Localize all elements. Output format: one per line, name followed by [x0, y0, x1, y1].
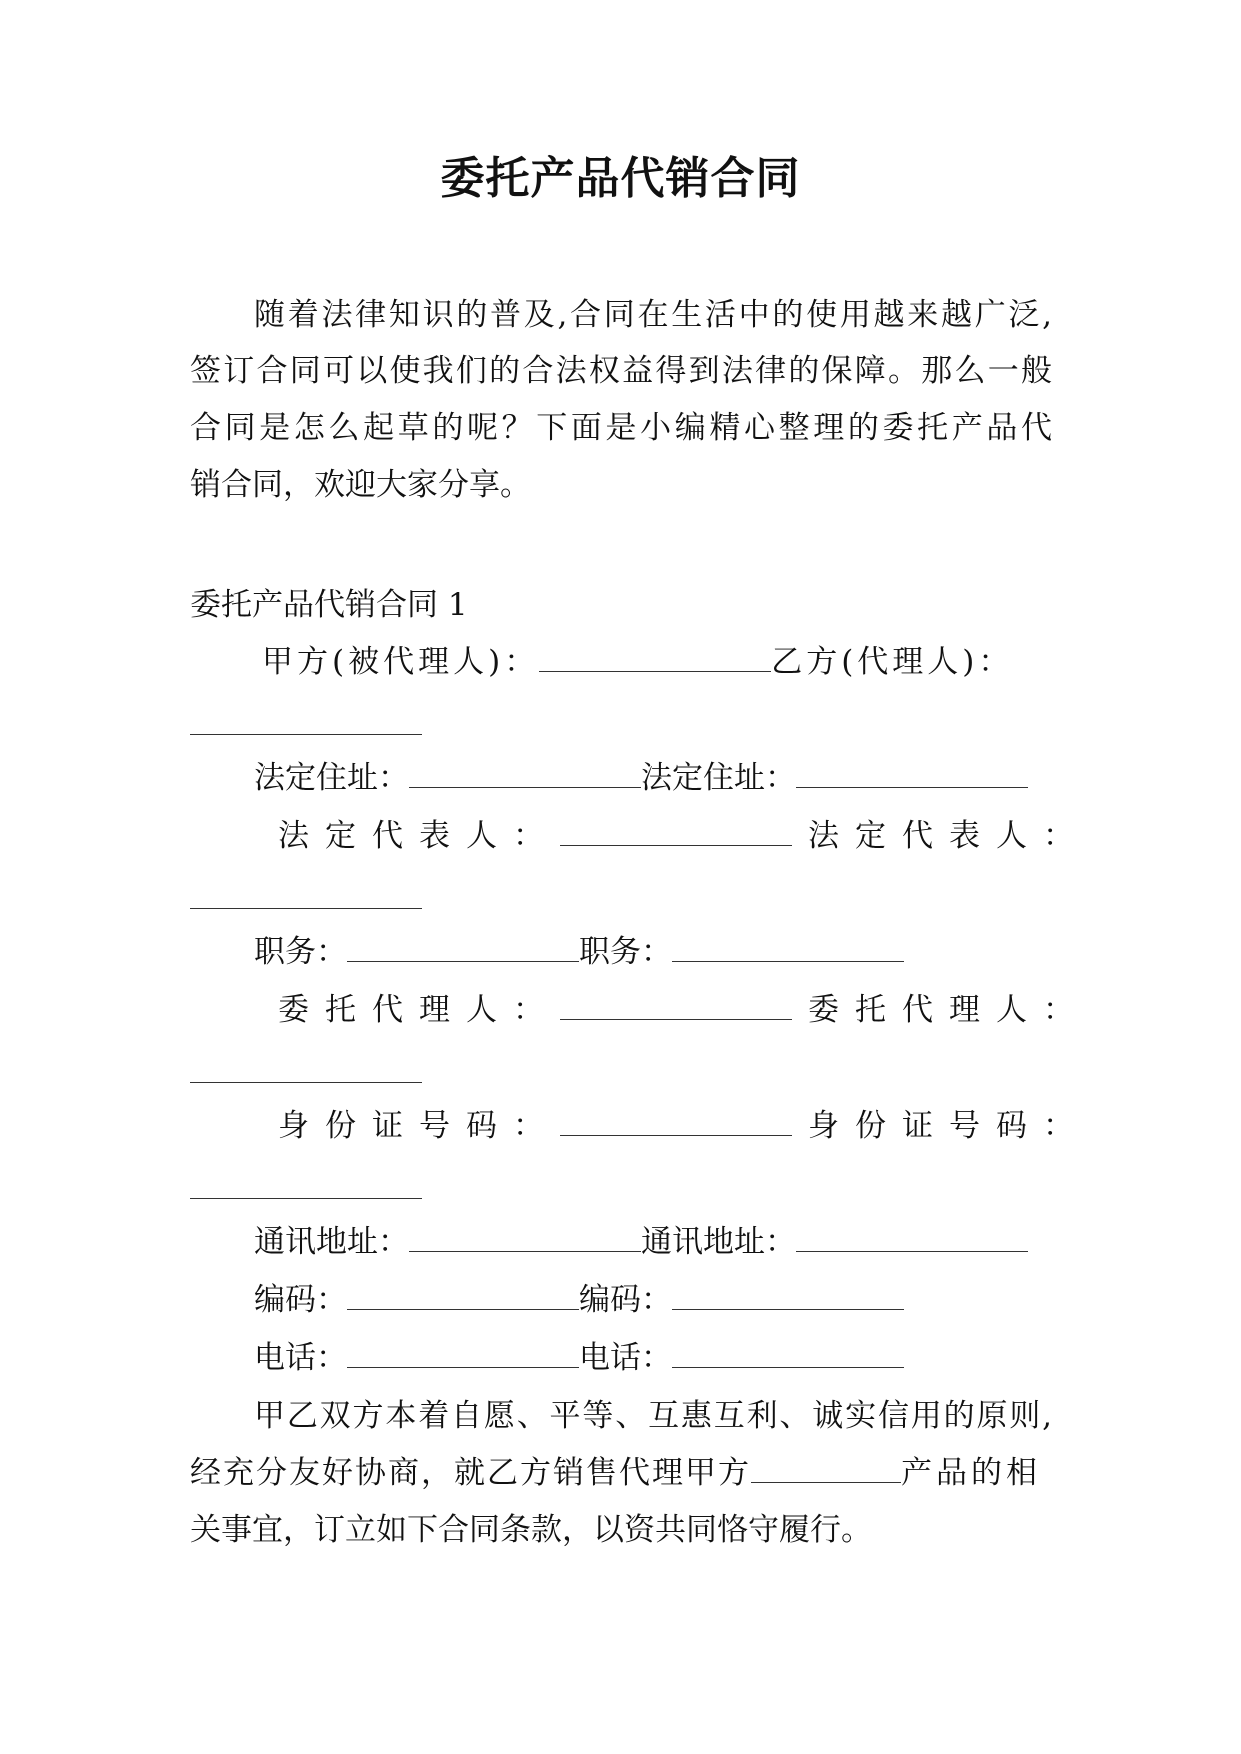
- party-b-address-label: 法定住址：: [641, 760, 796, 796]
- party-a-position-blank: [347, 937, 579, 962]
- party-b-agent-blank: [190, 1081, 422, 1083]
- party-a-postcode-label: 编码：: [254, 1282, 347, 1318]
- party-b-blank: [190, 733, 422, 735]
- mail-address-row: [254, 1222, 1028, 1262]
- agent-row: [278, 990, 1090, 1030]
- closing-line-2: [190, 1453, 1052, 1493]
- intro-line-3: 合同是怎么起草的呢？下面是小编精心整理的委托产品代: [190, 410, 1052, 446]
- party-a-blank: [539, 647, 771, 672]
- party-a-agent-label: 委托代理人：: [278, 992, 560, 1028]
- party-a-address-blank: [409, 763, 641, 788]
- party-a-legal-rep-blank: [560, 821, 792, 846]
- product-name-blank: [751, 1458, 901, 1483]
- party-a-mail-blank: [409, 1227, 641, 1252]
- party-a-row: [262, 642, 1013, 682]
- party-a-postcode-blank: [347, 1285, 579, 1310]
- position-row: [254, 932, 904, 972]
- party-b-postcode-label: 编码：: [579, 1282, 672, 1318]
- section-heading: 委托产品代销合同 1: [190, 587, 468, 623]
- address-row: [254, 758, 1028, 798]
- postcode-row: [254, 1280, 904, 1320]
- party-b-legal-rep-blank: [190, 907, 422, 909]
- party-a-phone-blank: [347, 1343, 579, 1368]
- party-b-address-blank: [796, 763, 1028, 788]
- intro-line-2: 签订合同可以使我们的合法权益得到法律的保障。那么一般: [190, 353, 1052, 389]
- party-a-mail-label: 通讯地址：: [254, 1224, 409, 1260]
- party-a-id-label: 身份证号码：: [278, 1108, 560, 1144]
- party-b-label: 乙方(代理人)：: [771, 644, 1014, 680]
- closing-line-2-tail: 产品的相: [901, 1455, 1041, 1491]
- party-b-phone-blank: [672, 1343, 904, 1368]
- phone-row: [254, 1338, 904, 1378]
- party-b-postcode-blank: [672, 1285, 904, 1310]
- party-a-position-label: 职务：: [254, 934, 347, 970]
- legal-rep-row: [278, 816, 1090, 856]
- party-b-legal-rep-label: 法定代表人：: [808, 818, 1090, 854]
- party-b-mail-label: 通讯地址：: [641, 1224, 796, 1260]
- party-b-id-label: 身份证号码：: [808, 1108, 1090, 1144]
- party-b-mail-blank: [796, 1227, 1028, 1252]
- party-a-label: 甲方(被代理人)：: [262, 644, 540, 680]
- closing-line-1: 甲乙双方本着自愿、平等、互惠互利、诚实信用的原则,: [254, 1398, 1052, 1434]
- closing-line-3: 关事宜，订立如下合同条款，以资共同恪守履行。: [190, 1512, 872, 1548]
- intro-line-1: 随着法律知识的普及,合同在生活中的使用越来越广泛,: [254, 297, 1052, 333]
- party-b-phone-label: 电话：: [579, 1340, 672, 1376]
- closing-line-2-text: 经充分友好协商，就乙方销售代理甲方: [190, 1455, 751, 1491]
- party-b-position-blank: [672, 937, 904, 962]
- party-a-phone-label: 电话：: [254, 1340, 347, 1376]
- party-b-id-blank: [190, 1197, 422, 1199]
- party-b-agent-label: 委托代理人：: [808, 992, 1090, 1028]
- party-a-agent-blank: [560, 995, 792, 1020]
- document-title: 委托产品代销合同: [440, 153, 801, 204]
- party-a-address-label: 法定住址：: [254, 760, 409, 796]
- party-a-id-blank: [560, 1111, 792, 1136]
- id-number-row: [278, 1106, 1090, 1146]
- party-b-position-label: 职务：: [579, 934, 672, 970]
- intro-line-4: 销合同，欢迎大家分享。: [190, 467, 531, 503]
- party-a-legal-rep-label: 法定代表人：: [278, 818, 560, 854]
